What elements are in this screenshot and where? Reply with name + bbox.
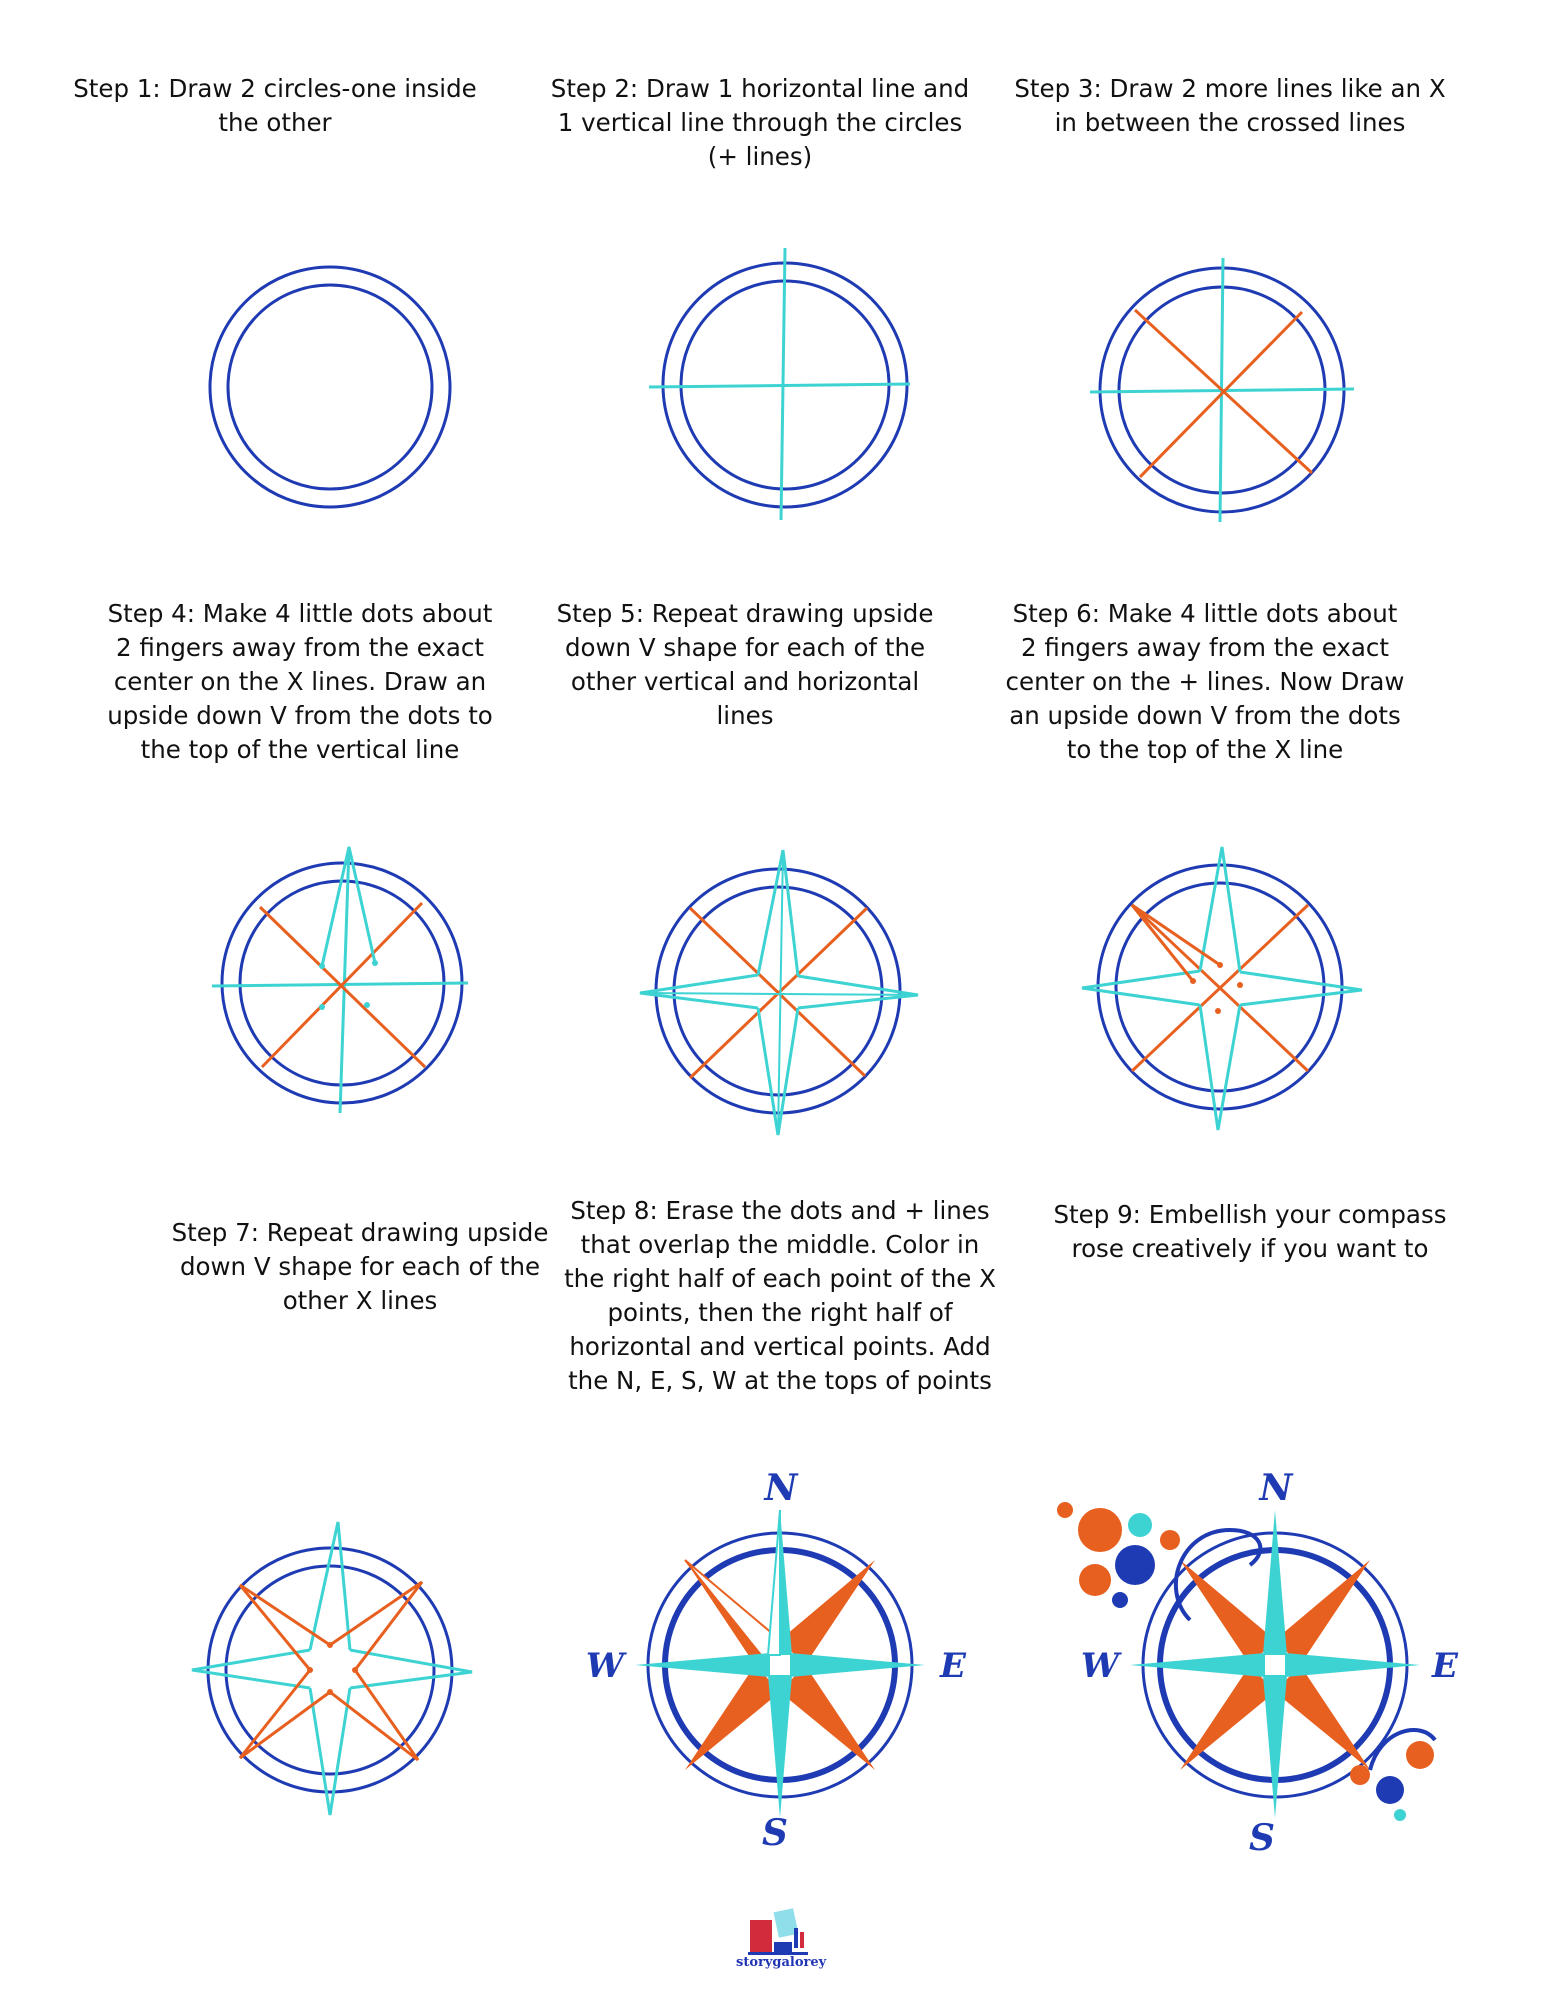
brand-name: storygalorey	[736, 1955, 827, 1970]
step-1-text: Step 1: Draw 2 circles-one inside the other	[73, 74, 477, 137]
step-6-text: Step 6: Make 4 little dots about 2 fingers away from the exact center on the + lines. Now Draw an upside down V from the dots to the top of the X line	[1005, 599, 1405, 764]
step-5-text: Step 5: Repeat drawing upside down V shape for each of the other vertical and horizontal lines	[556, 599, 934, 730]
step-1-diagram	[205, 262, 455, 512]
step-9-text: Step 9: Embellish your compass rose creatively if you want to	[1053, 1200, 1447, 1263]
step-2-text: Step 2: Draw 1 horizontal line and 1 vertical line through the circles (+ lines)	[550, 74, 970, 171]
step-9-diagram	[1040, 1467, 1460, 1860]
step-3-text: Step 3: Draw 2 more lines like an X in between the crossed lines	[1014, 74, 1446, 137]
step-4-diagram	[210, 845, 470, 1115]
step-8-diagram	[585, 1467, 975, 1854]
step-4-text: Step 4: Make 4 little dots about 2 fingers away from the exact center on the X lines. Draw an upside down V from the dots to the top of the vertical line	[107, 599, 493, 764]
label-n-9: N	[1259, 1467, 1293, 1509]
label-w-9: W	[1080, 1646, 1120, 1686]
label-s: S	[762, 1812, 788, 1854]
label-s-9: S	[1249, 1817, 1275, 1859]
step-3-diagram	[1090, 255, 1360, 525]
label-n: N	[764, 1467, 798, 1509]
step-7-diagram	[190, 1520, 475, 1820]
step-7-text: Step 7: Repeat drawing upside down V shape for each of the other X lines	[171, 1218, 549, 1315]
step-5-diagram	[640, 848, 920, 1138]
step-6-diagram	[1080, 845, 1365, 1135]
label-w: W	[585, 1646, 625, 1686]
step-8-text: Step 8: Erase the dots and + lines that overlap the middle. Color in the right half of each point of the X points, then the right half of horizontal and vertical points. Add the N, E, S, W at the tops of points	[564, 1196, 996, 1395]
label-e-9: E	[1432, 1646, 1458, 1686]
label-e: E	[940, 1646, 966, 1686]
step-2-diagram	[645, 245, 925, 530]
